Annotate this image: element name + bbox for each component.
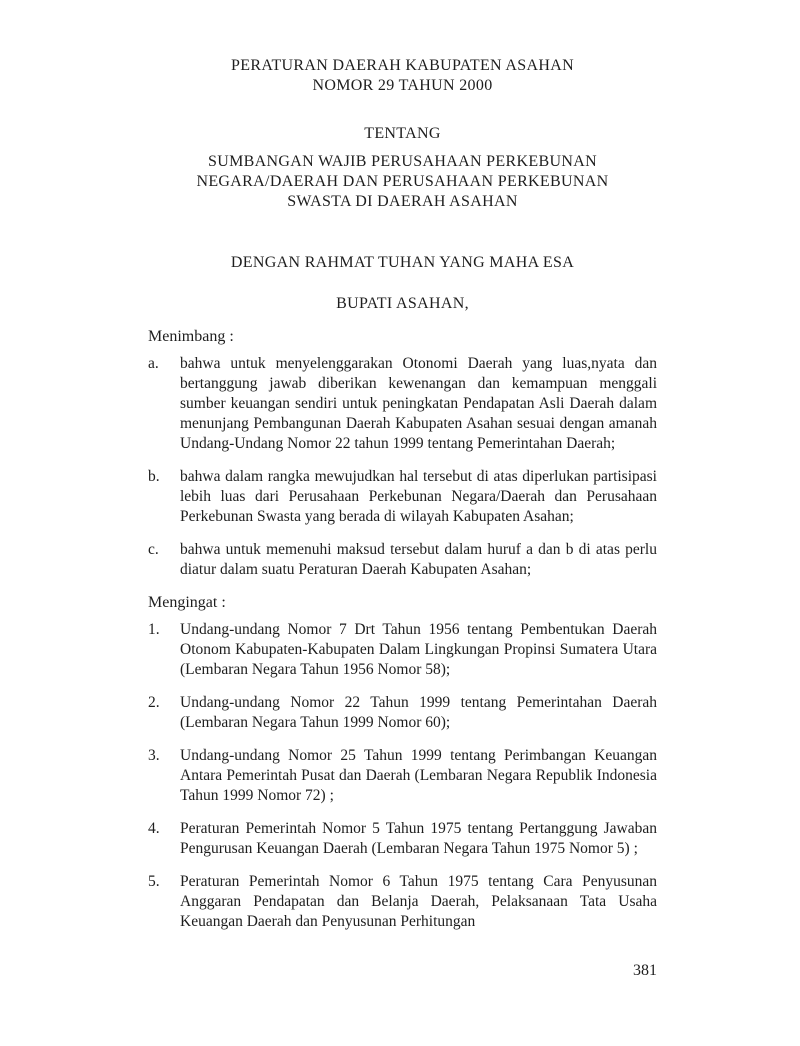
- list-item-text: Peraturan Pemerintah Nomor 5 Tahun 1975 tentang Pertanggung Jawaban Pengurusan Keuangan Daerah (Lembaran Negara Tahun 1975 Nomor 5) ;: [180, 820, 657, 857]
- menimbang-section: [148, 327, 657, 580]
- tentang-heading: TENTANG: [364, 125, 441, 142]
- list-item-marker: 1.: [148, 621, 160, 638]
- list-item-text: Undang-undang Nomor 7 Drt Tahun 1956 tentang Pembentukan Daerah Otonom Kabupaten-Kabupaten Dalam Lingkungan Propinsi Sumatera Utara (Lembaran Negara Tahun 1956 Nomor 58);: [180, 621, 657, 678]
- subject-line-1: SUMBANGAN WAJIB PERUSAHAAN PERKEBUNAN: [208, 153, 597, 170]
- subject-title: [148, 152, 657, 212]
- page-number: 381: [633, 962, 657, 979]
- list-item: [148, 819, 657, 859]
- list-item: [148, 872, 657, 932]
- document-title: [148, 56, 657, 96]
- list-item-text: bahwa untuk menyelenggarakan Otonomi Daerah yang luas,nyata dan bertanggung jawab diberikan kewenangan dan kemampuan menggali sumber keuangan sendiri untuk peningkatan Pendapatan Asli Daerah dalam menunjang Pembangunan Daerah Kabupaten Asahan sesuai dengan amanah Undang-Undang Nomor 22 tahun 1999 tentang Pemerintahan Daerah;: [180, 355, 657, 452]
- list-item: [148, 693, 657, 733]
- list-item: [148, 746, 657, 806]
- subject-line-3: SWASTA DI DAERAH ASAHAN: [287, 193, 518, 210]
- official-title: BUPATI ASAHAN,: [336, 295, 469, 312]
- list-item: [148, 354, 657, 454]
- list-item-text: Undang-undang Nomor 25 Tahun 1999 tentang Perimbangan Keuangan Antara Pemerintah Pusat dan Daerah (Lembaran Negara Republik Indonesia Tahun 1999 Nomor 72) ;: [180, 747, 657, 804]
- list-item-marker: a.: [148, 355, 159, 372]
- list-item-text: Peraturan Pemerintah Nomor 6 Tahun 1975 tentang Cara Penyusunan Anggaran Pendapatan dan Belanja Daerah, Pelaksanaan Tata Usaha Keuangan Daerah dan Penyusunan Perhitungan: [180, 873, 657, 930]
- title-line-2: NOMOR 29 TAHUN 2000: [312, 77, 493, 94]
- list-item-marker: 3.: [148, 747, 160, 764]
- list-item: [148, 467, 657, 527]
- list-item: [148, 540, 657, 580]
- list-item-text: Undang-undang Nomor 22 Tahun 1999 tentang Pemerintahan Daerah (Lembaran Negara Tahun 1999 Nomor 60);: [180, 694, 657, 731]
- list-item-marker: 4.: [148, 820, 160, 837]
- invocation-line: DENGAN RAHMAT TUHAN YANG MAHA ESA: [230, 254, 575, 271]
- mengingat-label: Mengingat :: [148, 594, 226, 611]
- title-line-1: PERATURAN DAERAH KABUPATEN ASAHAN: [231, 57, 574, 74]
- mengingat-section: [148, 593, 657, 932]
- list-item-text: bahwa untuk memenuhi maksud tersebut dalam huruf a dan b di atas perlu diatur dalam suatu Peraturan Daerah Kabupaten Asahan;: [180, 541, 657, 578]
- list-item-marker: 2.: [148, 694, 160, 711]
- menimbang-label: Menimbang :: [148, 328, 234, 345]
- subject-line-2: NEGARA/DAERAH DAN PERUSAHAAN PERKEBUNAN: [196, 173, 609, 190]
- list-item-marker: c.: [148, 541, 159, 558]
- list-item-marker: b.: [148, 468, 160, 485]
- list-item-marker: 5.: [148, 873, 160, 890]
- list-item: [148, 620, 657, 680]
- list-item-text: bahwa dalam rangka mewujudkan hal tersebut di atas diperlukan partisipasi lebih luas dari Perusahaan Perkebunan Negara/Daerah dan Perusahaan Perkebunan Swasta yang berada di wilayah Kabupaten Asahan;: [180, 468, 657, 525]
